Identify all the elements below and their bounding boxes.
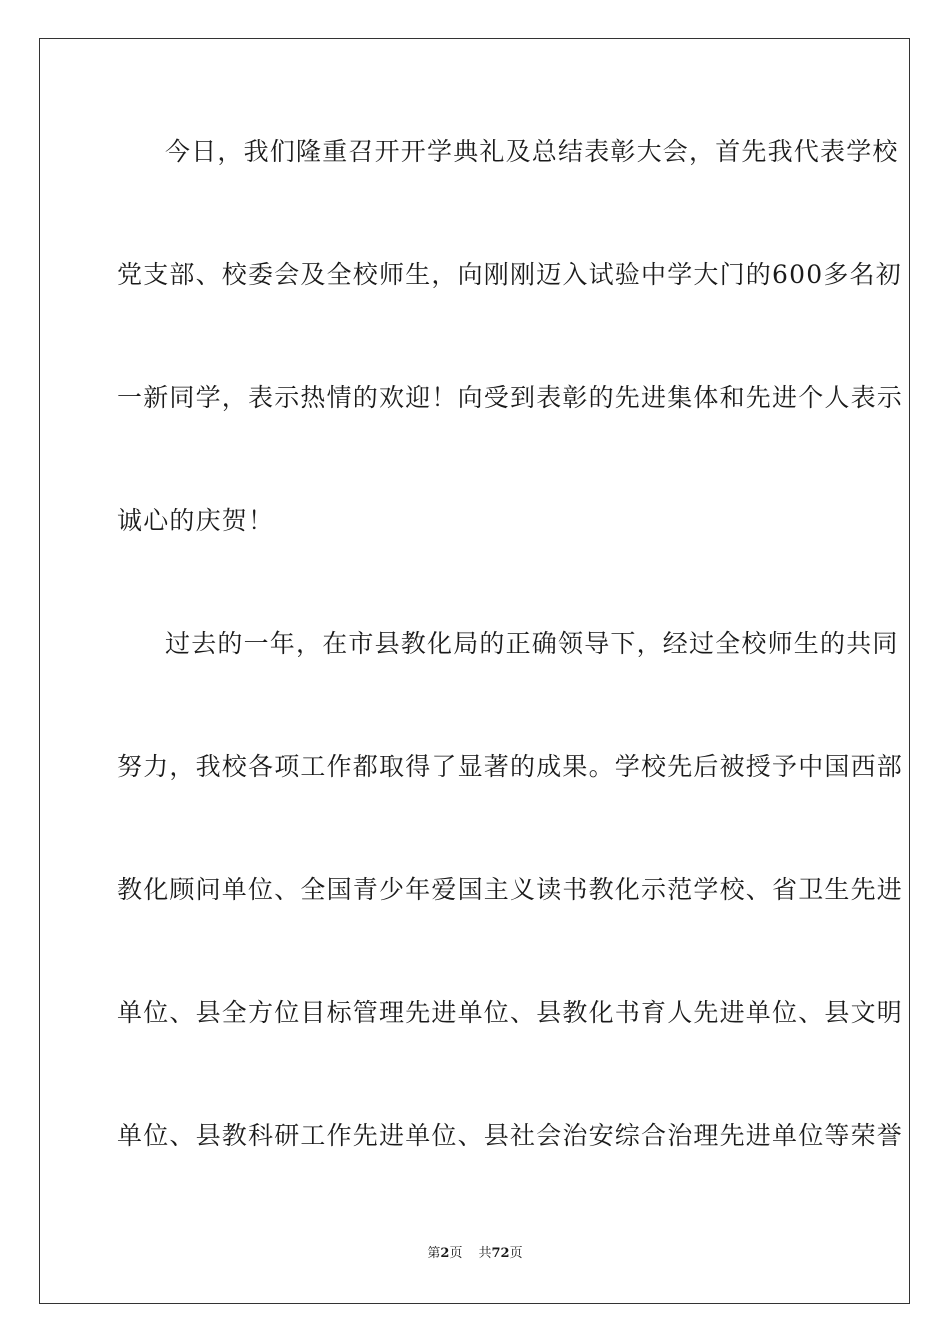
paragraph-line: 单位、县教科研工作先进单位、县社会治安综合治理先进单位等荣誉 bbox=[117, 1121, 904, 1150]
page-border bbox=[39, 38, 910, 1304]
paragraph-line: 单位、县全方位目标管理先进单位、县教化书育人先进单位、县文明 bbox=[117, 998, 904, 1027]
page-number: 2 bbox=[440, 1246, 450, 1261]
paragraph-line: 努力，我校各项工作都取得了显著的成果。学校先后被授予中国西部 bbox=[117, 752, 904, 781]
total-prefix: 共 bbox=[478, 1246, 492, 1261]
page-suffix: 页 bbox=[449, 1246, 463, 1261]
page-footer bbox=[0, 1244, 950, 1264]
paragraph-line: 诚心的庆贺！ bbox=[117, 506, 275, 535]
total-pages: 72 bbox=[491, 1246, 510, 1261]
paragraph-line: 教化顾问单位、全国青少年爱国主义读书教化示范学校、省卫生先进 bbox=[117, 875, 904, 904]
total-suffix: 页 bbox=[509, 1246, 523, 1261]
paragraph-line: 今日，我们隆重召开开学典礼及总结表彰大会，首先我代表学校 bbox=[165, 137, 899, 166]
paragraph-line: 过去的一年，在市县教化局的正确领导下，经过全校师生的共同 bbox=[165, 629, 899, 658]
page-prefix: 第 bbox=[427, 1246, 441, 1261]
paragraph-line: 党支部、校委会及全校师生，向刚刚迈入试验中学大门的600多名初 bbox=[117, 260, 902, 289]
paragraph-line: 一新同学，表示热情的欢迎！向受到表彰的先进集体和先进个人表示 bbox=[117, 383, 904, 412]
